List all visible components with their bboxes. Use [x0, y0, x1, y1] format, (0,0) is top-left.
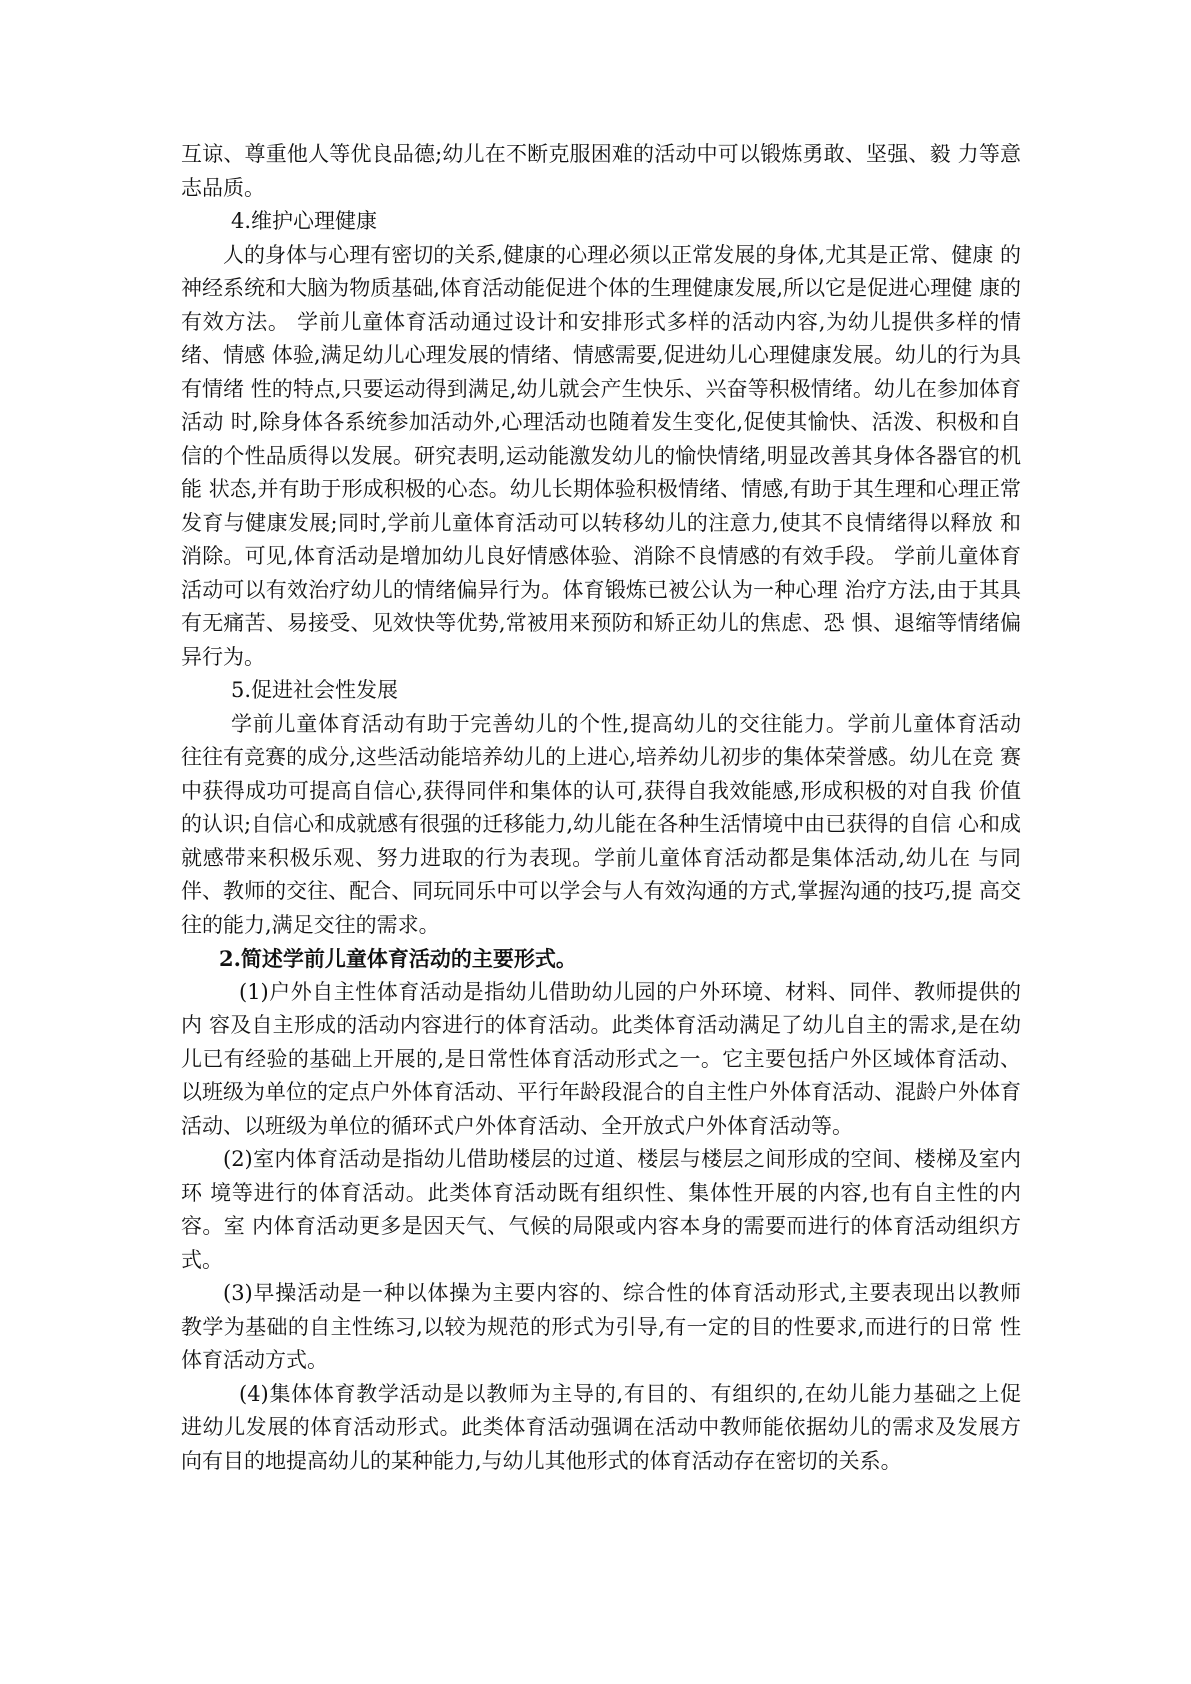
form-item-2: (2)室内体育活动是指幼儿借助楼层的过道、楼层与楼层之间形成的空间、楼梯及室内环 境等进行的体育活动。此类体育活动既有组织性、集体性开展的内容,也有自主性的内容。室 内体育活动更多是因天气、气候的局限或内容本身的需要而进行的体育活动组织方式。	[181, 1147, 1021, 1272]
section-5-heading: 5.促进社会性发展	[231, 678, 399, 702]
section-5-paragraph: 学前儿童体育活动有助于完善幼儿的个性,提高幼儿的交往能力。学前儿童体育活动 往往有竞赛的成分,这些活动能培养幼儿的上进心,培养幼儿初步的集体荣誉感。幼儿在竞 赛中获得成功可提高自信心,获得同伴和集体的认可,获得自我效能感,形成积极的对自我 价值的认识;自信心和成就感有很强的迁移能力,幼儿能在各种生活情境中由已获得的自信 心和成就感带来积极乐观、努力进取的行为表现。学前儿童体育活动都是集体活动,幼儿在 与同伴、教师的交往、配合、同玩同乐中可以学会与人有效沟通的方式,掌握沟通的技巧,提 高交往的能力,满足交往的需求。	[181, 711, 1021, 937]
continuation-paragraph: 互谅、尊重他人等优良品德;幼儿在不断克服困难的活动中可以锻炼勇敢、坚强、毅 力等意志品质。	[181, 142, 1021, 200]
section-4-heading: 4.维护心理健康	[231, 209, 378, 233]
question-2-heading: 2.简述学前儿童体育活动的主要形式。	[219, 946, 577, 971]
section-4-paragraph: 人的身体与心理有密切的关系,健康的心理必须以正常发展的身体,尤其是正常、健康 的神经系统和大脑为物质基础,体育活动能促进个体的生理健康发展,所以它是促进心理健 康的有效方法。 学前儿童体育活动通过设计和安排形式多样的活动内容,为幼儿提供多样的情绪、情感 体验,满足幼儿心理发展的情绪、情感需要,促进幼儿心理健康发展。幼儿的行为具有情绪 性的特点,只要运动得到满足,幼儿就会产生快乐、兴奋等积极情绪。幼儿在参加体育活动 时,除身体各系统参加活动外,心理活动也随着发生变化,促使其愉快、活泼、积极和自信的个性品质得以发展。研究表明,运动能激发幼儿的愉快情绪,明显改善其身体各器官的机能 状态,并有助于形成积极的心态。幼儿长期体验积极情绪、情感,有助于其生理和心理正常 发育与健康发展;同时,学前儿童体育活动可以转移幼儿的注意力,使其不良情绪得以释放 和消除。可见,体育活动是增加幼儿良好情感体验、消除不良情感的有效手段。 学前儿童体育活动可以有效治疗幼儿的情绪偏异行为。体育锻炼已被公认为一种心理 治疗方法,由于其具有无痛苦、易接受、见效快等优势,常被用来预防和矫正幼儿的焦虑、恐 惧、退缩等情绪偏异行为。	[181, 242, 1021, 669]
document-body	[181, 138, 1021, 1478]
form-item-1: (1)户外自主性体育活动是指幼儿借助幼儿园的户外环境、材料、同伴、教师提供的内 容及自主形成的活动内容进行的体育活动。此类体育活动满足了幼儿自主的需求,是在幼 儿已有经验的基础上开展的,是日常性体育活动形式之一。它主要包括户外区域体育活动、 以班级为单位的定点户外体育活动、平行年龄段混合的自主性户外体育活动、混龄户外体育 活动、以班级为单位的循环式户外体育活动、全开放式户外体育活动等。	[181, 979, 1021, 1138]
form-item-4: (4)集体体育教学活动是以教师为主导的,有目的、有组织的,在幼儿能力基础之上促 进幼儿发展的体育活动形式。此类体育活动强调在活动中教师能依据幼儿的需求及发展方 向有目的地提高幼儿的某种能力,与幼儿其他形式的体育活动存在密切的关系。	[181, 1381, 1021, 1473]
form-item-3: (3)早操活动是一种以体操为主要内容的、综合性的体育活动形式,主要表现出以教师 教学为基础的自主性练习,以较为规范的形式为引导,有一定的目的性要求,而进行的日常 性体育活动方式。	[181, 1281, 1021, 1372]
